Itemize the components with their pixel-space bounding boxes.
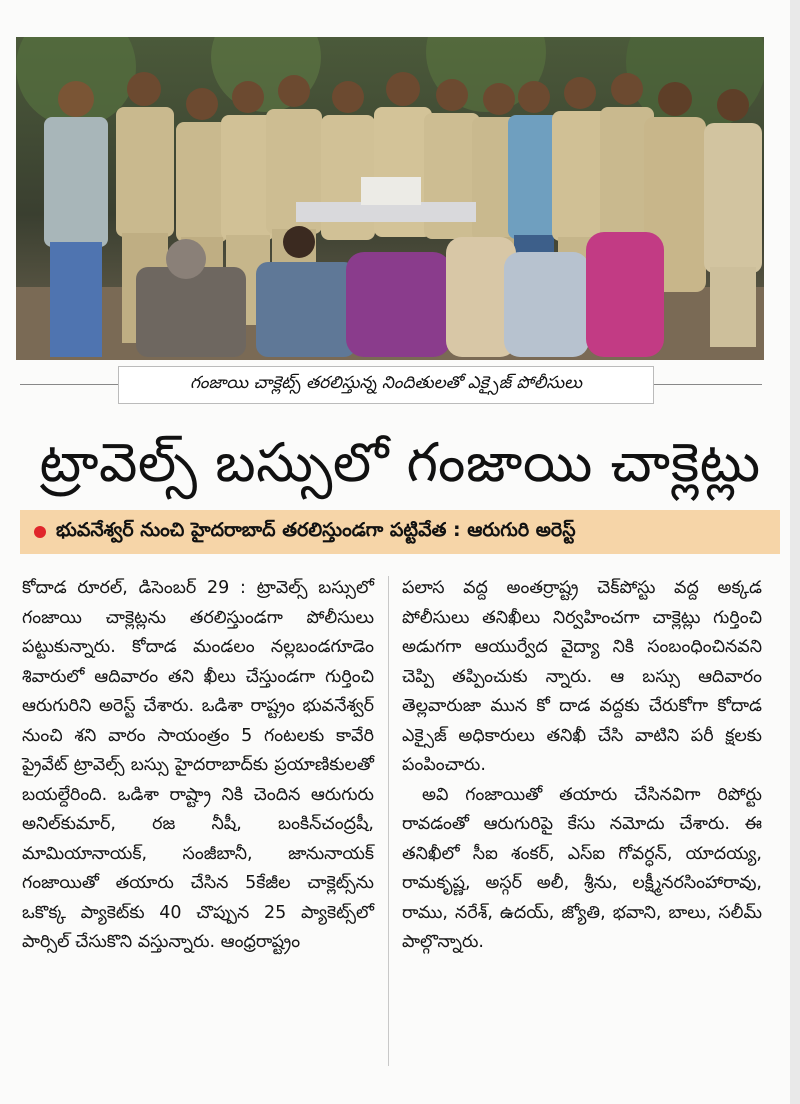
news-photo — [16, 37, 764, 360]
column-divider — [388, 576, 389, 1066]
caption-rule-right — [652, 384, 762, 385]
page-edge — [790, 0, 800, 1104]
article-paragraph: అవి గంజాయితో తయారు చేసినవిగా రిపోర్టు రావడంతో ఆరుగురిపై కేసు నమోదు చేశారు. ఈ తనిఖీలో సీఐ శంకర్‌, ఎస్‌ఐ గోవర్ధన్‌, యాదయ్య, రామకృష్ణ, అస్గర్‌ అలీ, శ్రీను, లక్ష్మీనరసింహారావు, రాము, నరేశ్‌, ఉదయ్‌, జ్యోతి, భవాని, బాలు, సలీమ్‌ పాల్గొన్నారు. — [402, 784, 762, 952]
subheadline: భువనేశ్వర్‌ నుంచి హైదరాబాద్‌ తరలిస్తుండగా పట్టివేత : ఆరుగురి అరెస్ట్‌ — [56, 518, 576, 541]
photo-caption: గంజాయి చాక్లెట్స్‌ తరలిస్తున్న నిందితులతో ఎక్సైజ్‌ పోలీసులు — [118, 366, 654, 404]
article-paragraph: కోదాడ రూరల్‌, డిసెంబర్‌ 29 : ట్రావెల్స్‌ బస్సులో గంజాయి చాక్లెట్లను తరలిస్తుండగా పోలీసులు పట్టుకున్నారు. కోదాడ మండలం నల్లబండగూడెం శివారులో ఆదివారం తని ఖీలు చేస్తుండగా గుర్తించి ఆరుగురిని అరెస్ట్‌ చేశారు. ఒడిశా రాష్ట్రం భువనేశ్వర్‌ నుంచి శని వారం సాయంత్రం 5 గంటలకు కావేరి ప్రైవేట్‌ ట్రావెల్స్‌ బస్సు హైదరాబాద్‌కు ప్రయాణికులతో బయల్దేరింది. ఒడిశా రాష్ట్రా నికి చెందిన ఆరుగురు అనిల్‌కుమార్‌, రజ నీషీ, బంకిన్‌చంద్రషీ, మామియానాయక్‌, సంజీబానీ, జానునాయక్‌ గంజాయితో తయారు చేసిన 5కేజీల చాక్లెట్స్‌ను ఒకొక్క ప్యాకెట్‌కు 40 చొప్పున 25 ప్యాకెట్స్‌లో పార్సిల్‌ చేసుకొని వస్తున్నారు. ఆంధ్రరాష్ట్రం — [22, 578, 374, 952]
article-right-column — [402, 574, 762, 1074]
article-paragraph: పలాస వద్ద అంతర్రాష్ట్ర చెక్‌పోస్టు వద్ద అక్కడ పోలీసులు తనిఖీలు నిర్వహించగా చాక్లెట్లు గుర్తించి అడుగగా ఆయుర్వేద వైద్యా నికి సంబంధించినవని చెప్పి తప్పించుకు న్నారు. ఆ బస్సు ఆదివారం తెల్లవారుజా మున కో దాడ వద్దకు చేరుకోగా కోదాడ ఎక్సైజ్‌ అధికారులు తనిఖీ చేసి వాటిని పరీ క్షలకు పంపించారు. — [402, 578, 762, 775]
article-left-column — [22, 574, 374, 1074]
caption-rule-left — [20, 384, 118, 385]
group-photo-illustration — [16, 37, 764, 360]
subheadline-bar — [20, 510, 780, 554]
headline: ట్రావెల్స్‌ బస్సులో గంజాయి చాక్లెట్లు — [39, 431, 761, 494]
red-bullet-icon — [34, 526, 46, 538]
